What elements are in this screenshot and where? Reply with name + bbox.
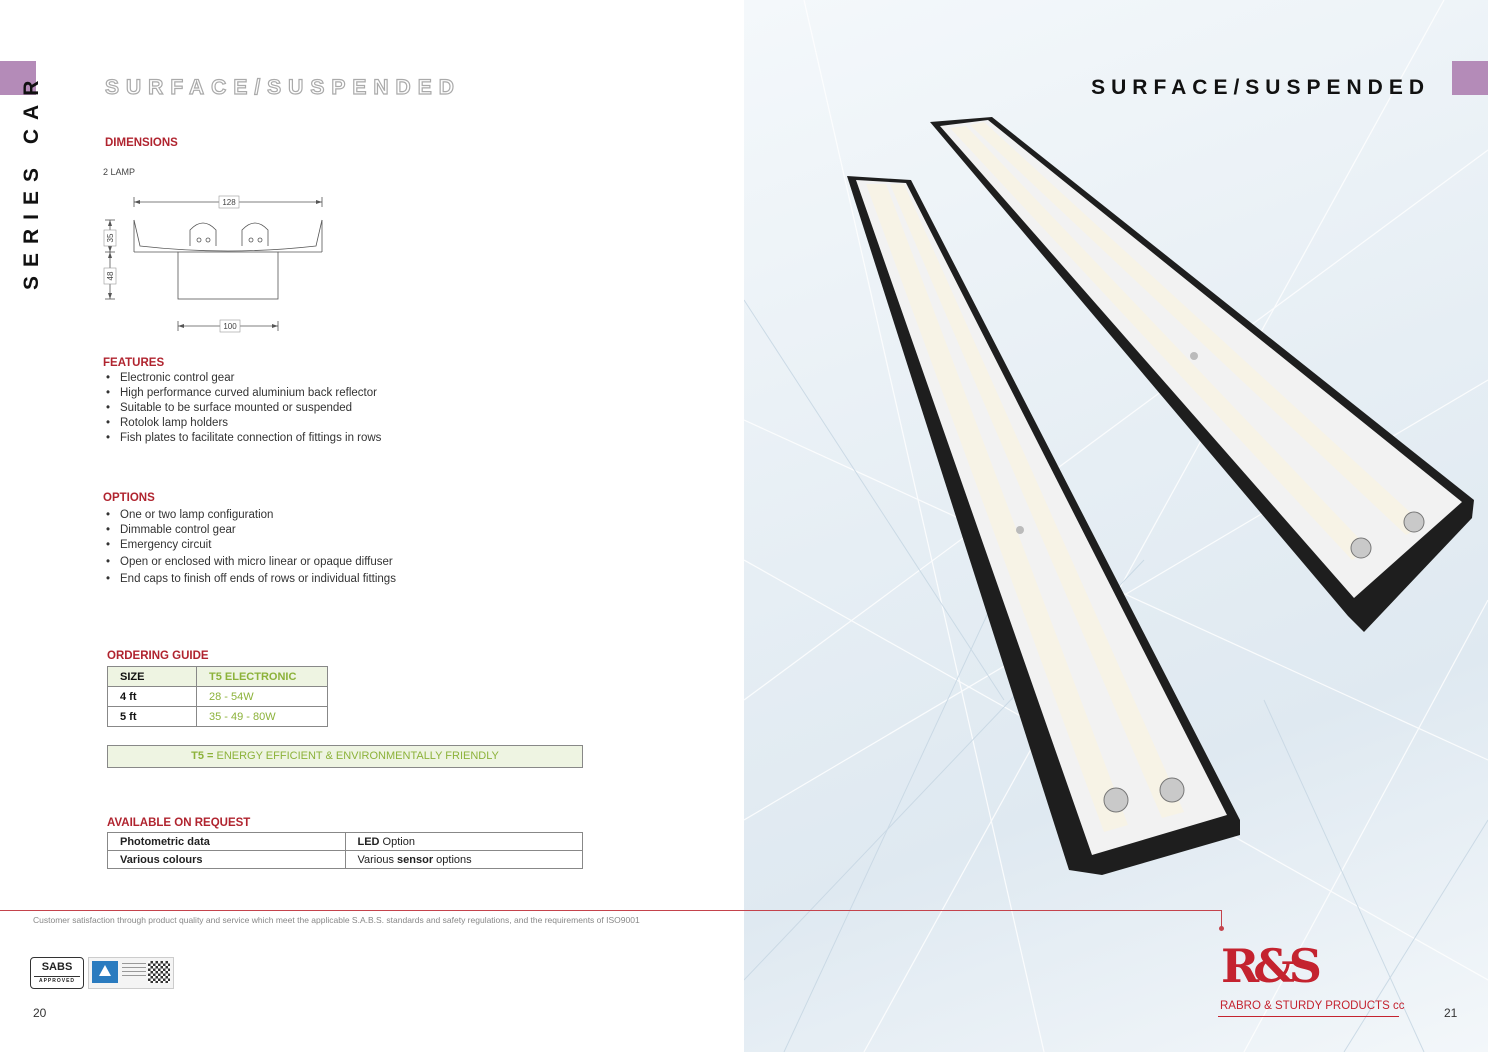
page-number-left: 20 bbox=[33, 1006, 47, 1020]
ordering-guide-table bbox=[107, 666, 328, 727]
ordering-guide-heading: ORDERING GUIDE bbox=[107, 650, 209, 662]
page-title-outline: SURFACE/SUSPENDED bbox=[105, 76, 461, 99]
page-number-right: 21 bbox=[1444, 1006, 1458, 1020]
table-cell: 28 - 54W bbox=[197, 687, 328, 707]
sabs-logo-text: SABS bbox=[41, 961, 73, 973]
available-on-request-table bbox=[107, 832, 583, 869]
options-heading: OPTIONS bbox=[103, 492, 155, 504]
table-row bbox=[108, 833, 583, 851]
qr-code-icon bbox=[148, 961, 170, 983]
dim-width-top: 128 bbox=[222, 198, 236, 207]
table-cell bbox=[345, 833, 583, 851]
table-cell-text: Option bbox=[379, 835, 415, 848]
table-cell: 4 ft bbox=[108, 687, 197, 707]
list-item: • Dimmable control gear bbox=[103, 523, 396, 538]
table-cell: Various colours bbox=[108, 851, 346, 869]
list-item: • Electronic control gear bbox=[103, 371, 381, 386]
product-photo bbox=[744, 0, 1488, 1052]
list-item: • One or two lamp configuration bbox=[103, 508, 396, 523]
list-item: • Fish plates to facilitate connection of fittings in rows bbox=[103, 431, 381, 446]
available-on-request-heading: AVAILABLE ON REQUEST bbox=[107, 817, 251, 829]
certificate-text-icon bbox=[122, 963, 146, 979]
tuv-logo-icon bbox=[92, 961, 118, 983]
table-header-size: SIZE bbox=[108, 667, 197, 687]
dim-height-lower: 48 bbox=[106, 271, 115, 281]
dimensions-drawing bbox=[100, 190, 340, 340]
logo-underline bbox=[1218, 1016, 1399, 1017]
table-cell: 35 - 49 - 80W bbox=[197, 707, 328, 727]
company-name: RABRO & STURDY PRODUCTS cc bbox=[1220, 1000, 1405, 1012]
company-logo bbox=[1218, 940, 1403, 1020]
table-header-t5: T5 ELECTRONIC bbox=[197, 667, 328, 687]
iso-certificate-badge bbox=[88, 957, 174, 989]
t5-note-bold: T5 = bbox=[191, 750, 214, 762]
table-cell-text: Various bbox=[357, 853, 398, 866]
list-item: • End caps to finish off ends of rows or individual fittings bbox=[103, 572, 396, 587]
sabs-logo bbox=[30, 957, 84, 989]
footer-text: Customer satisfaction through product quality and service which meet the applicable S.A.B.S. standards and safety regulations, and the requirements of ISO9001 bbox=[33, 915, 640, 925]
list-item: • Suitable to be surface mounted or suspended bbox=[103, 401, 381, 416]
table-cell-bold: sensor bbox=[397, 853, 434, 866]
section-tab-right bbox=[1452, 61, 1488, 95]
series-label: SERIES CAR bbox=[20, 71, 43, 290]
footer-rule-dot bbox=[1219, 926, 1224, 931]
list-item: • Rotolok lamp holders bbox=[103, 416, 381, 431]
table-cell bbox=[345, 851, 583, 869]
table-cell: Photometric data bbox=[108, 833, 346, 851]
table-row bbox=[108, 667, 328, 687]
options-list bbox=[103, 508, 396, 587]
list-item: • High performance curved aluminium back reflector bbox=[103, 386, 381, 401]
table-cell-text: options bbox=[433, 853, 472, 866]
t5-note-text: ENERGY EFFICIENT & ENVIRONMENTALLY FRIENDLY bbox=[213, 750, 499, 762]
dimensions-sublabel: 2 LAMP bbox=[103, 167, 136, 177]
features-heading: FEATURES bbox=[103, 357, 165, 369]
table-row bbox=[108, 687, 328, 707]
dimensions-heading: DIMENSIONS bbox=[105, 137, 178, 149]
table-cell-bold: LED bbox=[357, 835, 380, 848]
features-list bbox=[103, 371, 381, 446]
list-item: • Emergency circuit bbox=[103, 538, 396, 553]
logo-mark: R&S bbox=[1221, 939, 1316, 993]
table-row bbox=[108, 851, 583, 869]
table-cell: 5 ft bbox=[108, 707, 197, 727]
table-row bbox=[108, 707, 328, 727]
footer-rule bbox=[0, 910, 1222, 911]
list-item: • Open or enclosed with micro linear or opaque diffuser bbox=[103, 555, 396, 570]
dim-width-bottom: 100 bbox=[223, 322, 237, 331]
page-title: SURFACE/SUSPENDED bbox=[1091, 76, 1430, 99]
sabs-logo-subtext: APPROVED bbox=[34, 976, 80, 985]
dim-height-upper: 35 bbox=[106, 233, 115, 243]
t5-note-box bbox=[107, 745, 583, 768]
certification-logos bbox=[30, 957, 172, 989]
